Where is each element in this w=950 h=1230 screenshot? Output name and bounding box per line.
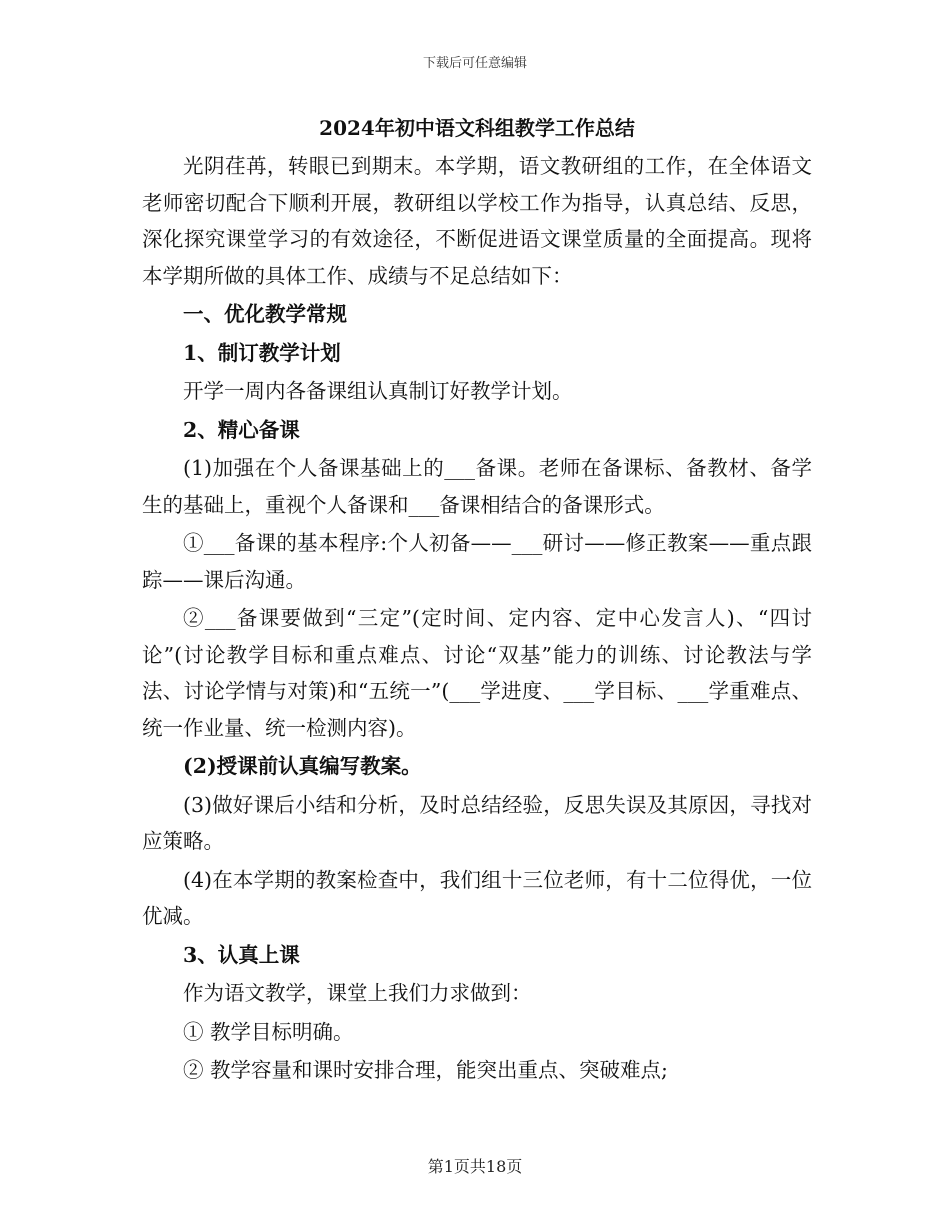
page-header: 下载后可任意编辑 [422,56,527,71]
paragraph-subitem-1: ①___备课的基本程序:个人初备——___研讨——修正教案——重点跟踪——课后沟通。 [142,531,812,592]
document-title: 2024年初中语文科组教学工作总结 [319,116,635,140]
paragraph-item-4: (4)在本学期的教案检查中，我们组十三位老师，有十二位得优，一位优减。 [142,867,812,928]
paragraph-item-3: (3)做好课后小结和分析，及时总结经验，反思失误及其原因，寻找对应策略。 [142,792,812,853]
paragraph-class-point-2: ② 教学容量和课时安排合理，能突出重点、突破难点; [183,1058,668,1082]
subsection-heading-3: 3、认真上课 [183,942,300,967]
paragraph-item-1: (1)加强在个人备课基础上的___备课。老师在备课标、备教材、备学生的基础上，重视个人备课和___备课相结合的备课形式。 [142,456,812,517]
paragraph-class-intro: 作为语文教学，课堂上我们力求做到： [183,981,532,1005]
document-body [142,108,812,1089]
section-heading-1: 一、优化教学常规 [183,302,347,326]
subsection-heading-1: 1、制订教学计划 [183,340,341,365]
page-footer: 第1页共18页 [427,1157,523,1176]
paragraph-item-2: (2)授课前认真编写教案。 [183,754,422,778]
paragraph-subitem-2: ②___备课要做到“三定”(定时间、定内容、定中心发言人)、“四讨论”(讨论教学目标和重点难点、讨论“双基”能力的训练、讨论教法与学法、讨论学情与对策)和“五统一”(___学进度、___学目标、___学重难点、统一作业量、统一检测内容)。 [142,606,812,740]
paragraph-class-point-1: ① 教学目标明确。 [183,1019,354,1044]
subsection-heading-2: 2、精心备课 [183,417,300,442]
intro-paragraph: 光阴荏苒，转眼已到期末。本学期，语文教研组的工作，在全体语文老师密切配合下顺利开展，教研组以学校工作为指导，认真总结、反思，深化探究课堂学习的有效途径，不断促进语文课堂质量的全面提高。现将本学期所做的具体工作、成绩与不足总结如下： [142,154,812,288]
paragraph-plan: 开学一周内各备课组认真制订好教学计划。 [183,379,573,403]
